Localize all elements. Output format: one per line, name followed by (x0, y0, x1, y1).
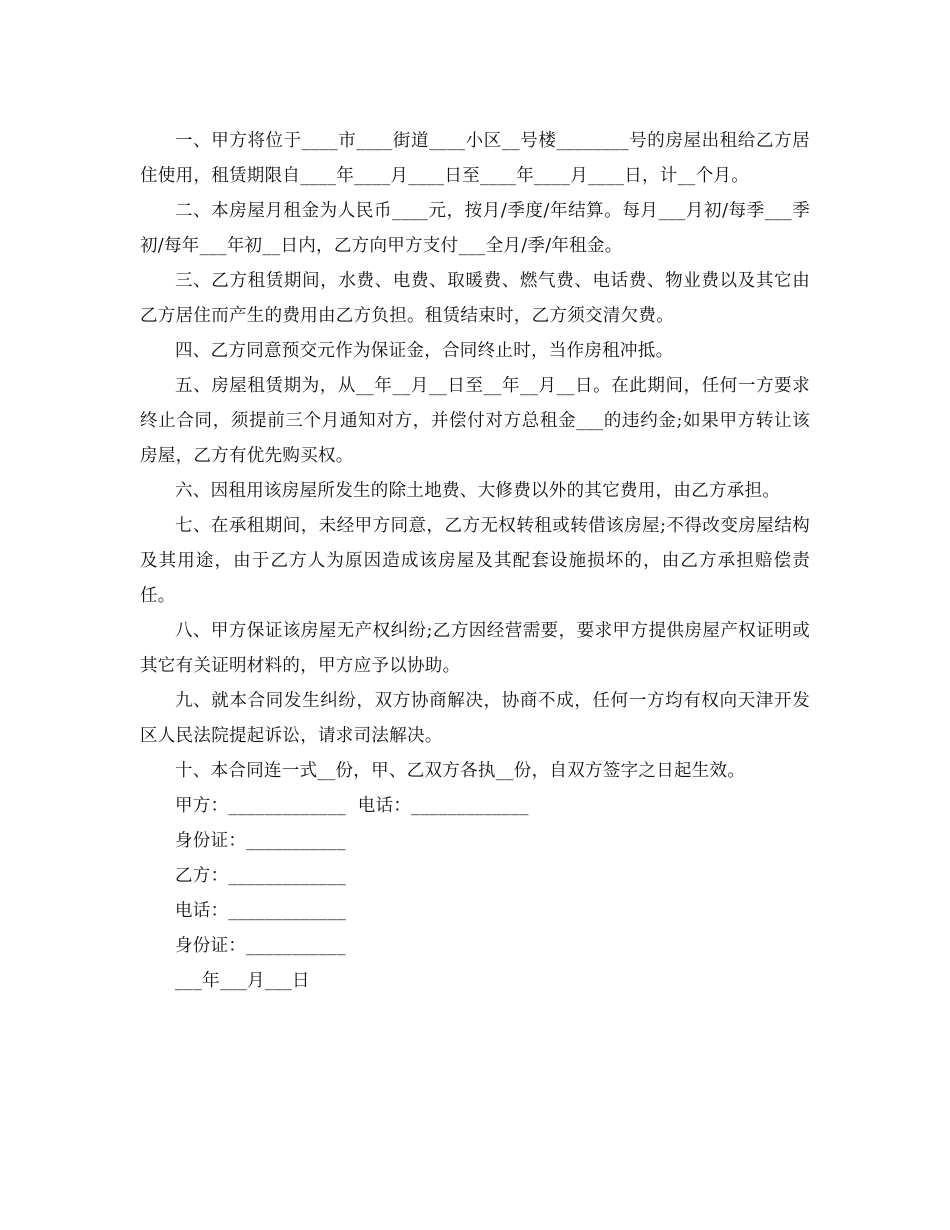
id-card-a-line: 身份证：___________ (175, 831, 346, 851)
date-line: ___年___月___日 (175, 971, 310, 991)
clause-8: 八、甲方保证该房屋无产权纠纷;乙方因经营需要，要求甲方提供房屋产权证明或其它有关证明材料的，甲方应予以协助。 (140, 621, 810, 676)
clause-3: 三、乙方租赁期间，水费、电费、取暖费、燃气费、电话费、物业费以及其它由乙方居住而产生的费用由乙方负担。租赁结束时，乙方须交清欠费。 (140, 271, 810, 326)
clause-9: 九、就本合同发生纠纷，双方协商解决，协商不成，任何一方均有权向天津开发区人民法院提起诉讼，请求司法解决。 (140, 691, 810, 746)
clause-10: 十、本合同连一式__份，甲、乙双方各执__份，自双方签字之日起生效。 (175, 761, 746, 781)
phone-b-line: 电话：_____________ (175, 901, 347, 921)
signature-block (140, 789, 810, 999)
clause-7: 七、在承租期间，未经甲方同意，乙方无权转租或转借该房屋;不得改变房屋结构及其用途，由于乙方人为原因造成该房屋及其配套设施损坏的，由乙方承担赔偿责任。 (140, 516, 810, 606)
clause-5: 五、房屋租赁期为，从__年__月__日至__年__月__日。在此期间，任何一方要求终止合同，须提前三个月通知对方，并偿付对方总租金___的违约金;如果甲方转让该房屋，乙方有优先购买权。 (140, 376, 810, 466)
clause-6: 六、因租用该房屋所发生的除土地费、大修费以外的其它费用，由乙方承担。 (175, 481, 781, 501)
clause-1: 一、甲方将位于____市____街道____小区__号楼________号的房屋出租给乙方居住使用，租赁期限自____年____月____日至____年____月____日，计__个月。 (140, 131, 810, 186)
id-card-b-line: 身份证：___________ (175, 936, 346, 956)
contract-body (140, 124, 810, 999)
clause-4: 四、乙方同意预交元作为保证金，合同终止时，当作房租冲抵。 (175, 341, 674, 361)
clause-2: 二、本房屋月租金为人民币____元，按月/季度/年结算。每月___月初/每季___季初/每年___年初__日内，乙方向甲方支付___全月/季/年租金。 (140, 201, 810, 256)
party-b-line: 乙方：_____________ (175, 866, 347, 886)
party-a-line: 甲方：_____________ 电话：_____________ (175, 796, 529, 816)
